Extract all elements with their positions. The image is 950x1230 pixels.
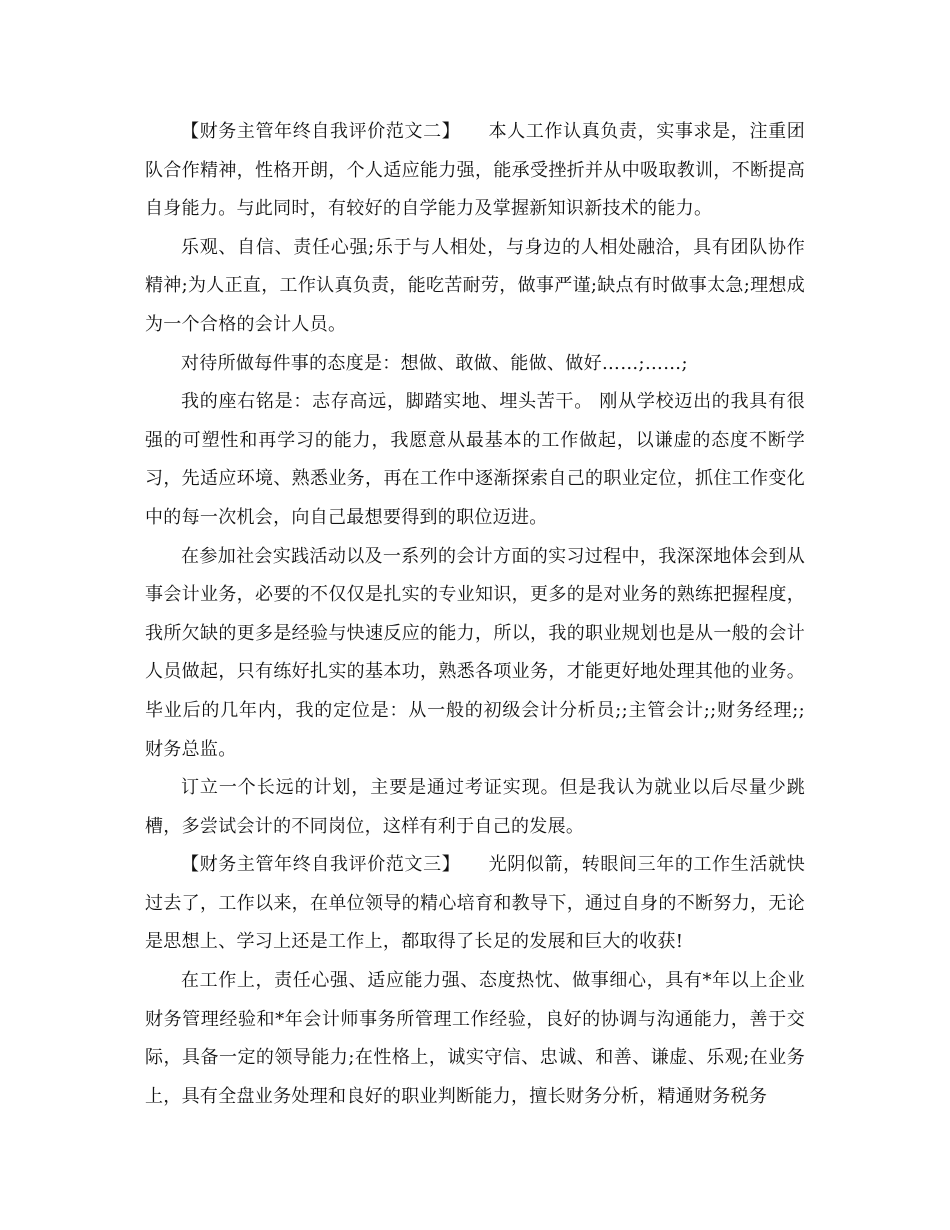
- paragraph-career-plan: 在参加社会实践活动以及一系列的会计方面的实习过程中，我深深地体会到从事会计业务，必要的不仅仅是扎实的专业知识，更多的是对业务的熟练把握程度，我所欠缺的更多是经验与快速反应的能力，所以，我的职业规划也是从一般的会计人员做起，只有练好扎实的基本功，熟悉各项业务，才能更好地处理其他的业务。毕业后的几年内，我的定位是：从一般的初级会计分析员;;主管会计;;财务经理;;财务总监。: [145, 545, 805, 760]
- paragraph-attitude: 对待所做每件事的态度是：想做、敢做、能做、做好……;……;: [181, 352, 688, 374]
- paragraph-personality: 乐观、自信、责任心强;乐于与人相处，与身边的人相处融洽，具有团队协作精神;为人正直，工作认真负责，能吃苦耐劳，做事严谨;缺点有时做事太急;理想成为一个合格的会计人员。: [145, 236, 805, 335]
- paragraph-long-term-plan: 订立一个长远的计划，主要是通过考证实现。但是我认为就业以后尽量少跳槽，多尝试会计的不同岗位，这样有利于自己的发展。: [145, 777, 805, 837]
- paragraph-review-three-intro: 【财务主管年终自我评价范文三】 光阴似箭，转眼间三年的工作生活就快过去了，工作以来，在单位领导的精心培育和教导下，通过自身的不断努力，无论是思想上、学习上还是工作上，都取得了长足的发展和巨大的收获!: [145, 854, 805, 953]
- document-body: [145, 113, 805, 1116]
- paragraph-review-two-intro: 【财务主管年终自我评价范文二】 本人工作认真负责，实事求是，注重团队合作精神，性格开朗，个人适应能力强，能承受挫折并从中吸取教训，不断提高自身能力。与此同时，有较好的自学能力及掌握新知识新技术的能力。: [145, 121, 805, 220]
- paragraph-work-experience: 在工作上，责任心强、适应能力强、态度热忱、做事细心，具有*年以上企业财务管理经验和*年会计师事务所管理工作经验，良好的协调与沟通能力，善于交际，具备一定的领导能力;在性格上，诚实守信、忠诚、和善、谦虚、乐观;在业务上，具有全盘业务处理和良好的职业判断能力，擅长财务分析，精通财务税务: [145, 970, 805, 1107]
- paragraph-motto: 我的座右铭是：志存高远，脚踏实地、埋头苦干。 刚从学校迈出的我具有很强的可塑性和再学习的能力，我愿意从最基本的工作做起，以谦虚的态度不断学习，先适应环境、熟悉业务，再在工作中逐渐探索自己的职业定位，抓住工作变化中的每一次机会，向自己最想要得到的职位迈进。: [145, 391, 805, 528]
